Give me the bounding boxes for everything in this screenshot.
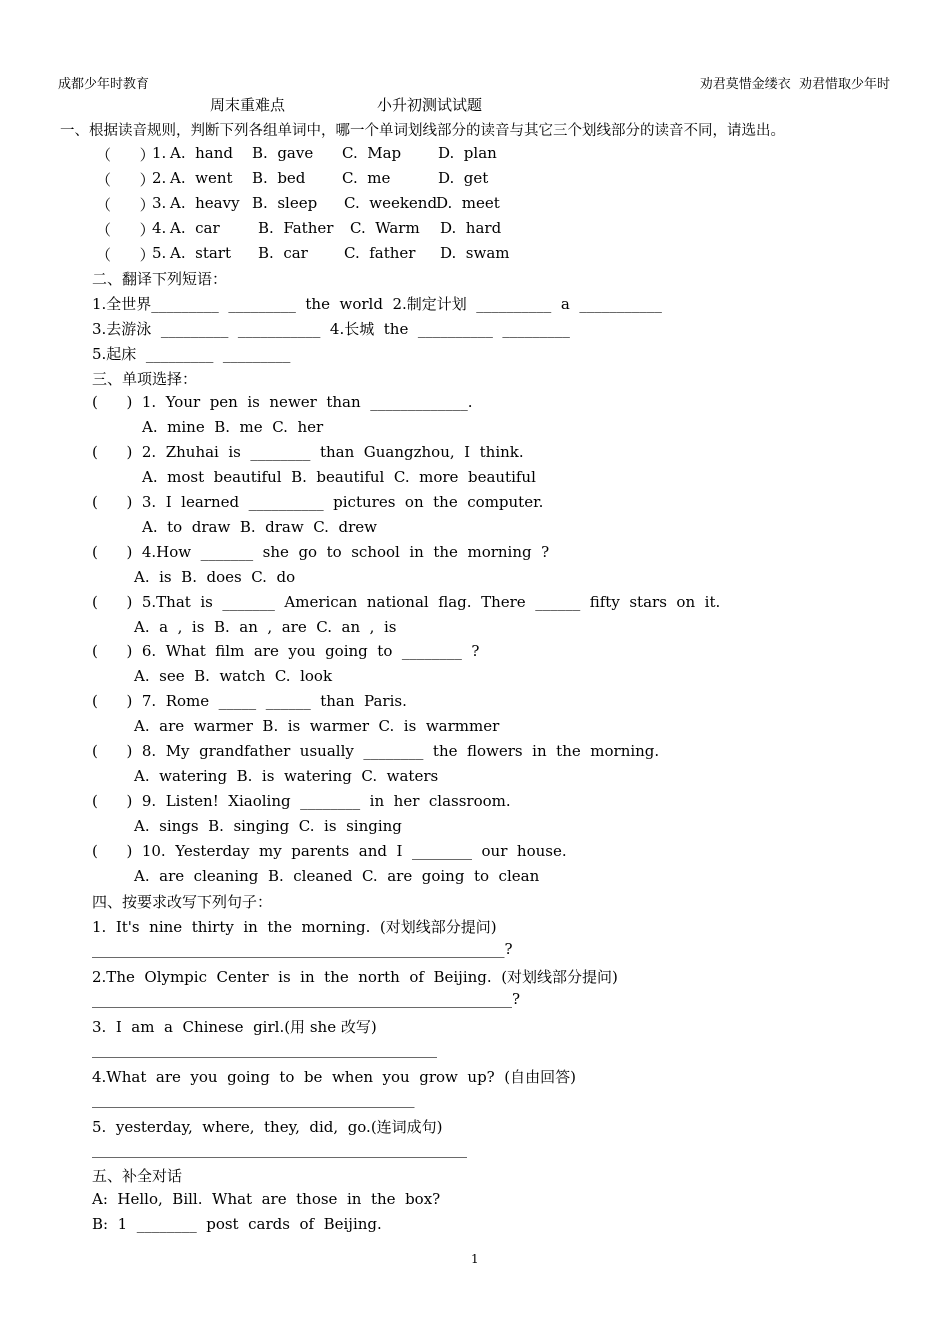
option-c: C. father [344, 244, 416, 262]
choice-options: A. see B. watch C. look [134, 667, 333, 685]
dialogue-line: A: Hello, Bill. What are those in the box? [92, 1190, 441, 1208]
dialogue-line: B: 1 ________ post cards of Beijing. [92, 1215, 382, 1233]
option-d: D. plan [438, 144, 497, 162]
page-number: 1 [471, 1252, 479, 1266]
answer-line: ________________________________________________________? [92, 990, 521, 1008]
choice-question: ( ) 10. Yesterday my parents and I ________ our house. [92, 842, 567, 860]
rewrite-question: 5. yesterday, where, they, did, go.(连词成句) [92, 1118, 443, 1136]
option-d: D. swam [440, 244, 510, 262]
choice-question: ( ) 5.That is _______ American national flag. There ______ fifty stars on it. [92, 593, 721, 611]
header-left: 成都少年时教育 [58, 77, 150, 92]
answer-blank: （ ） [96, 246, 155, 264]
option-a: A. hand [170, 144, 234, 162]
answer-blank: （ ） [96, 146, 155, 164]
option-d: D. hard [440, 219, 502, 237]
choice-options: A. are cleaning B. cleaned C. are going to clean [134, 867, 540, 885]
question-number: 1. [152, 144, 167, 162]
choice-options: A. are warmer B. is warmer C. is warmmer [134, 717, 500, 735]
choice-options: A. watering B. is watering C. waters [134, 767, 439, 785]
section1-heading: 一、根据读音规则，判断下列各组单词中，哪一个单词划线部分的读音与其它三个划线部分的读音不同，请选出。 [60, 123, 785, 139]
answer-blank: （ ） [96, 171, 155, 189]
choice-question: ( ) 2. Zhuhai is ________ than Guangzhou, I think. [92, 443, 524, 461]
option-a: A. car [170, 219, 220, 237]
choice-options: A. sings B. singing C. is singing [134, 817, 402, 835]
option-b: B. car [258, 244, 308, 262]
section4-heading: 四、按要求改写下列句子： [92, 893, 273, 911]
rewrite-question: 4.What are you going to be when you grow up? (自由回答) [92, 1068, 576, 1086]
choice-question: ( ) 6. What film are you going to ________ ? [92, 642, 480, 660]
option-c: C. Map [342, 144, 402, 162]
choice-question: ( ) 9. Listen! Xiaoling ________ in her classroom. [92, 792, 511, 810]
title-exam: 小升初测试试题 [377, 96, 483, 114]
option-d: D. get [438, 169, 489, 187]
translation-line: 3.去游泳 _________ ___________ 4.长城 the __________ _________ [92, 320, 570, 338]
section2-heading: 二、翻译下列短语： [92, 270, 228, 288]
option-a: A. went [170, 169, 233, 187]
question-number: 4. [152, 219, 167, 237]
option-b: B. sleep [252, 194, 318, 212]
option-b: B. gave [252, 144, 314, 162]
rewrite-question: 3. I am a Chinese girl.(用 she 改写) [92, 1018, 377, 1036]
option-a: A. heavy [170, 194, 240, 212]
option-b: B. bed [252, 169, 306, 187]
choice-options: A. to draw B. draw C. drew [142, 518, 377, 536]
option-a: A. start [170, 244, 232, 262]
question-number: 3. [152, 194, 167, 212]
choice-question: ( ) 7. Rome _____ ______ than Paris. [92, 692, 407, 710]
question-number: 5. [152, 244, 167, 262]
answer-line: ___________________________________________ [92, 1090, 415, 1108]
question-number: 2. [152, 169, 167, 187]
answer-line: _______________________________________________________? [92, 940, 513, 958]
option-c: C. me [342, 169, 391, 187]
choice-options: A. mine B. me C. her [142, 418, 324, 436]
rewrite-question: 1. It's nine thirty in the morning. (对划线部分提问) [92, 918, 497, 936]
choice-options: A. most beautiful B. beautiful C. more beautiful [142, 468, 536, 486]
title-weekend: 周末重难点 [210, 96, 286, 114]
answer-line: __________________________________________________ [92, 1140, 467, 1158]
answer-blank: （ ） [96, 196, 155, 214]
option-c: C. Warm [350, 219, 420, 237]
option-c: C. weekend [344, 194, 438, 212]
choice-question: ( ) 8. My grandfather usually ________ the flowers in the morning. [92, 742, 660, 760]
section3-heading: 三、单项选择： [92, 370, 198, 388]
rewrite-question: 2.The Olympic Center is in the north of Beijing. (对划线部分提问) [92, 968, 618, 986]
answer-blank: （ ） [96, 221, 155, 239]
choice-options: A. a , is B. an , are C. an , is [134, 618, 397, 636]
choice-question: ( ) 3. I learned __________ pictures on the computer. [92, 493, 544, 511]
header-right: 劝君莫惜金缕衣 劝君惜取少年时 [699, 77, 890, 92]
translation-line: 5.起床 _________ _________ [92, 345, 291, 363]
answer-line: ______________________________________________ [92, 1040, 437, 1058]
option-b: B. Father [258, 219, 334, 237]
section5-heading: 五、补全对话 [92, 1167, 183, 1185]
option-d: D. meet [436, 194, 500, 212]
choice-options: A. is B. does C. do [134, 568, 296, 586]
translation-line: 1.全世界_________ _________ the world 2.制定计划 __________ a ___________ [92, 295, 662, 313]
choice-question: ( ) 4.How _______ she go to school in the morning ? [92, 543, 550, 561]
choice-question: ( ) 1. Your pen is newer than _____________. [92, 393, 473, 411]
